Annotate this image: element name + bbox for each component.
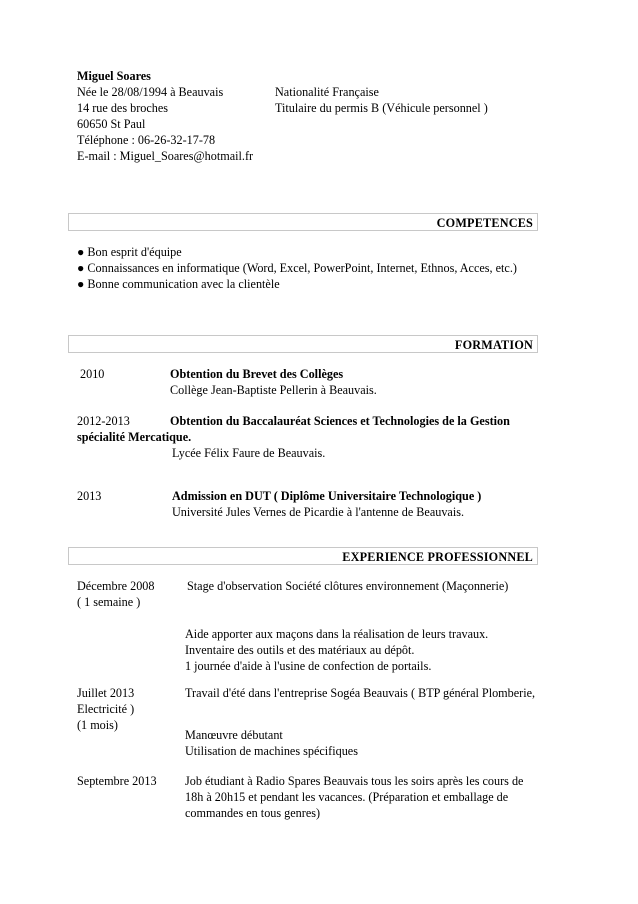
experience-section-header [68,547,538,565]
formation-title: Obtention du Baccalauréat Sciences et Technologies de la Gestion [170,414,510,428]
formation-title: Obtention du Brevet des Collèges [170,367,344,381]
phone-number: Téléphone : 06-26-32-17-78 [77,133,216,147]
experience-date: Septembre 2013 [77,774,157,788]
competences-heading: COMPETENCES [436,216,533,230]
experience-title: Job étudiant à Radio Spares Beauvais tous les soirs après les cours de [185,774,524,788]
formation-year: 2013 [77,489,102,503]
experience-duration: ( 1 semaine ) [77,595,141,609]
experience-detail: Manœuvre débutant [185,728,283,742]
formation-place: Lycée Félix Faure de Beauvais. [172,446,326,460]
formation-heading: FORMATION [454,338,533,352]
competence-item: ● Bonne communication avec la clientèle [77,277,280,291]
experience-date: Juillet 2013 [77,686,135,700]
experience-heading: EXPERIENCE PROFESSIONNEL [342,550,533,564]
competences-section-header [68,213,538,231]
experience-title-continued: commandes en tous genres) [185,806,321,820]
experience-date: Décembre 2008 [77,579,155,593]
nationality: Nationalité Française [275,85,379,99]
experience-detail: 1 journée d'aide à l'usine de confection de portails. [185,659,432,673]
formation-section-header [68,335,538,353]
formation-year: 2010 [80,367,105,381]
address-line-2: 60650 St Paul [77,117,146,131]
formation-title: Admission en DUT ( Diplôme Universitaire Technologique ) [172,489,482,503]
experience-detail: Utilisation de machines spécifiques [185,744,358,758]
address-line-1: 14 rue des broches [77,101,169,115]
formation-year: 2012-2013 [77,414,130,428]
experience-title: Stage d'observation Société clôtures environnement (Maçonnerie) [187,579,509,593]
candidate-name: Miguel Soares [77,69,151,83]
birth-info: Née le 28/08/1994 à Beauvais [77,85,224,99]
formation-place: Collège Jean-Baptiste Pellerin à Beauvais. [170,383,377,397]
experience-date-continued: Electricité ) [77,702,135,716]
formation-title-continued: spécialité Mercatique. [77,430,192,444]
experience-duration: (1 mois) [77,718,118,732]
experience-detail: Aide apporter aux maçons dans la réalisation de leurs travaux. [185,627,489,641]
experience-title: Travail d'été dans l'entreprise Sogéa Beauvais ( BTP général Plomberie, [185,686,536,700]
experience-detail: Inventaire des outils et des matériaux au dépôt. [185,643,415,657]
email-address[interactable]: E-mail : Miguel_Soares@hotmail.fr [77,149,254,163]
competence-item: ● Bon esprit d'équipe [77,245,182,259]
competence-item: ● Connaissances en informatique (Word, Excel, PowerPoint, Internet, Ethnos, Acces, etc.) [77,261,517,275]
driving-license: Titulaire du permis B (Véhicule personnel ) [275,101,488,115]
experience-title-continued: 18h à 20h15 et pendant les vacances. (Préparation et emballage de [185,790,509,804]
formation-place: Université Jules Vernes de Picardie à l'antenne de Beauvais. [172,505,465,519]
